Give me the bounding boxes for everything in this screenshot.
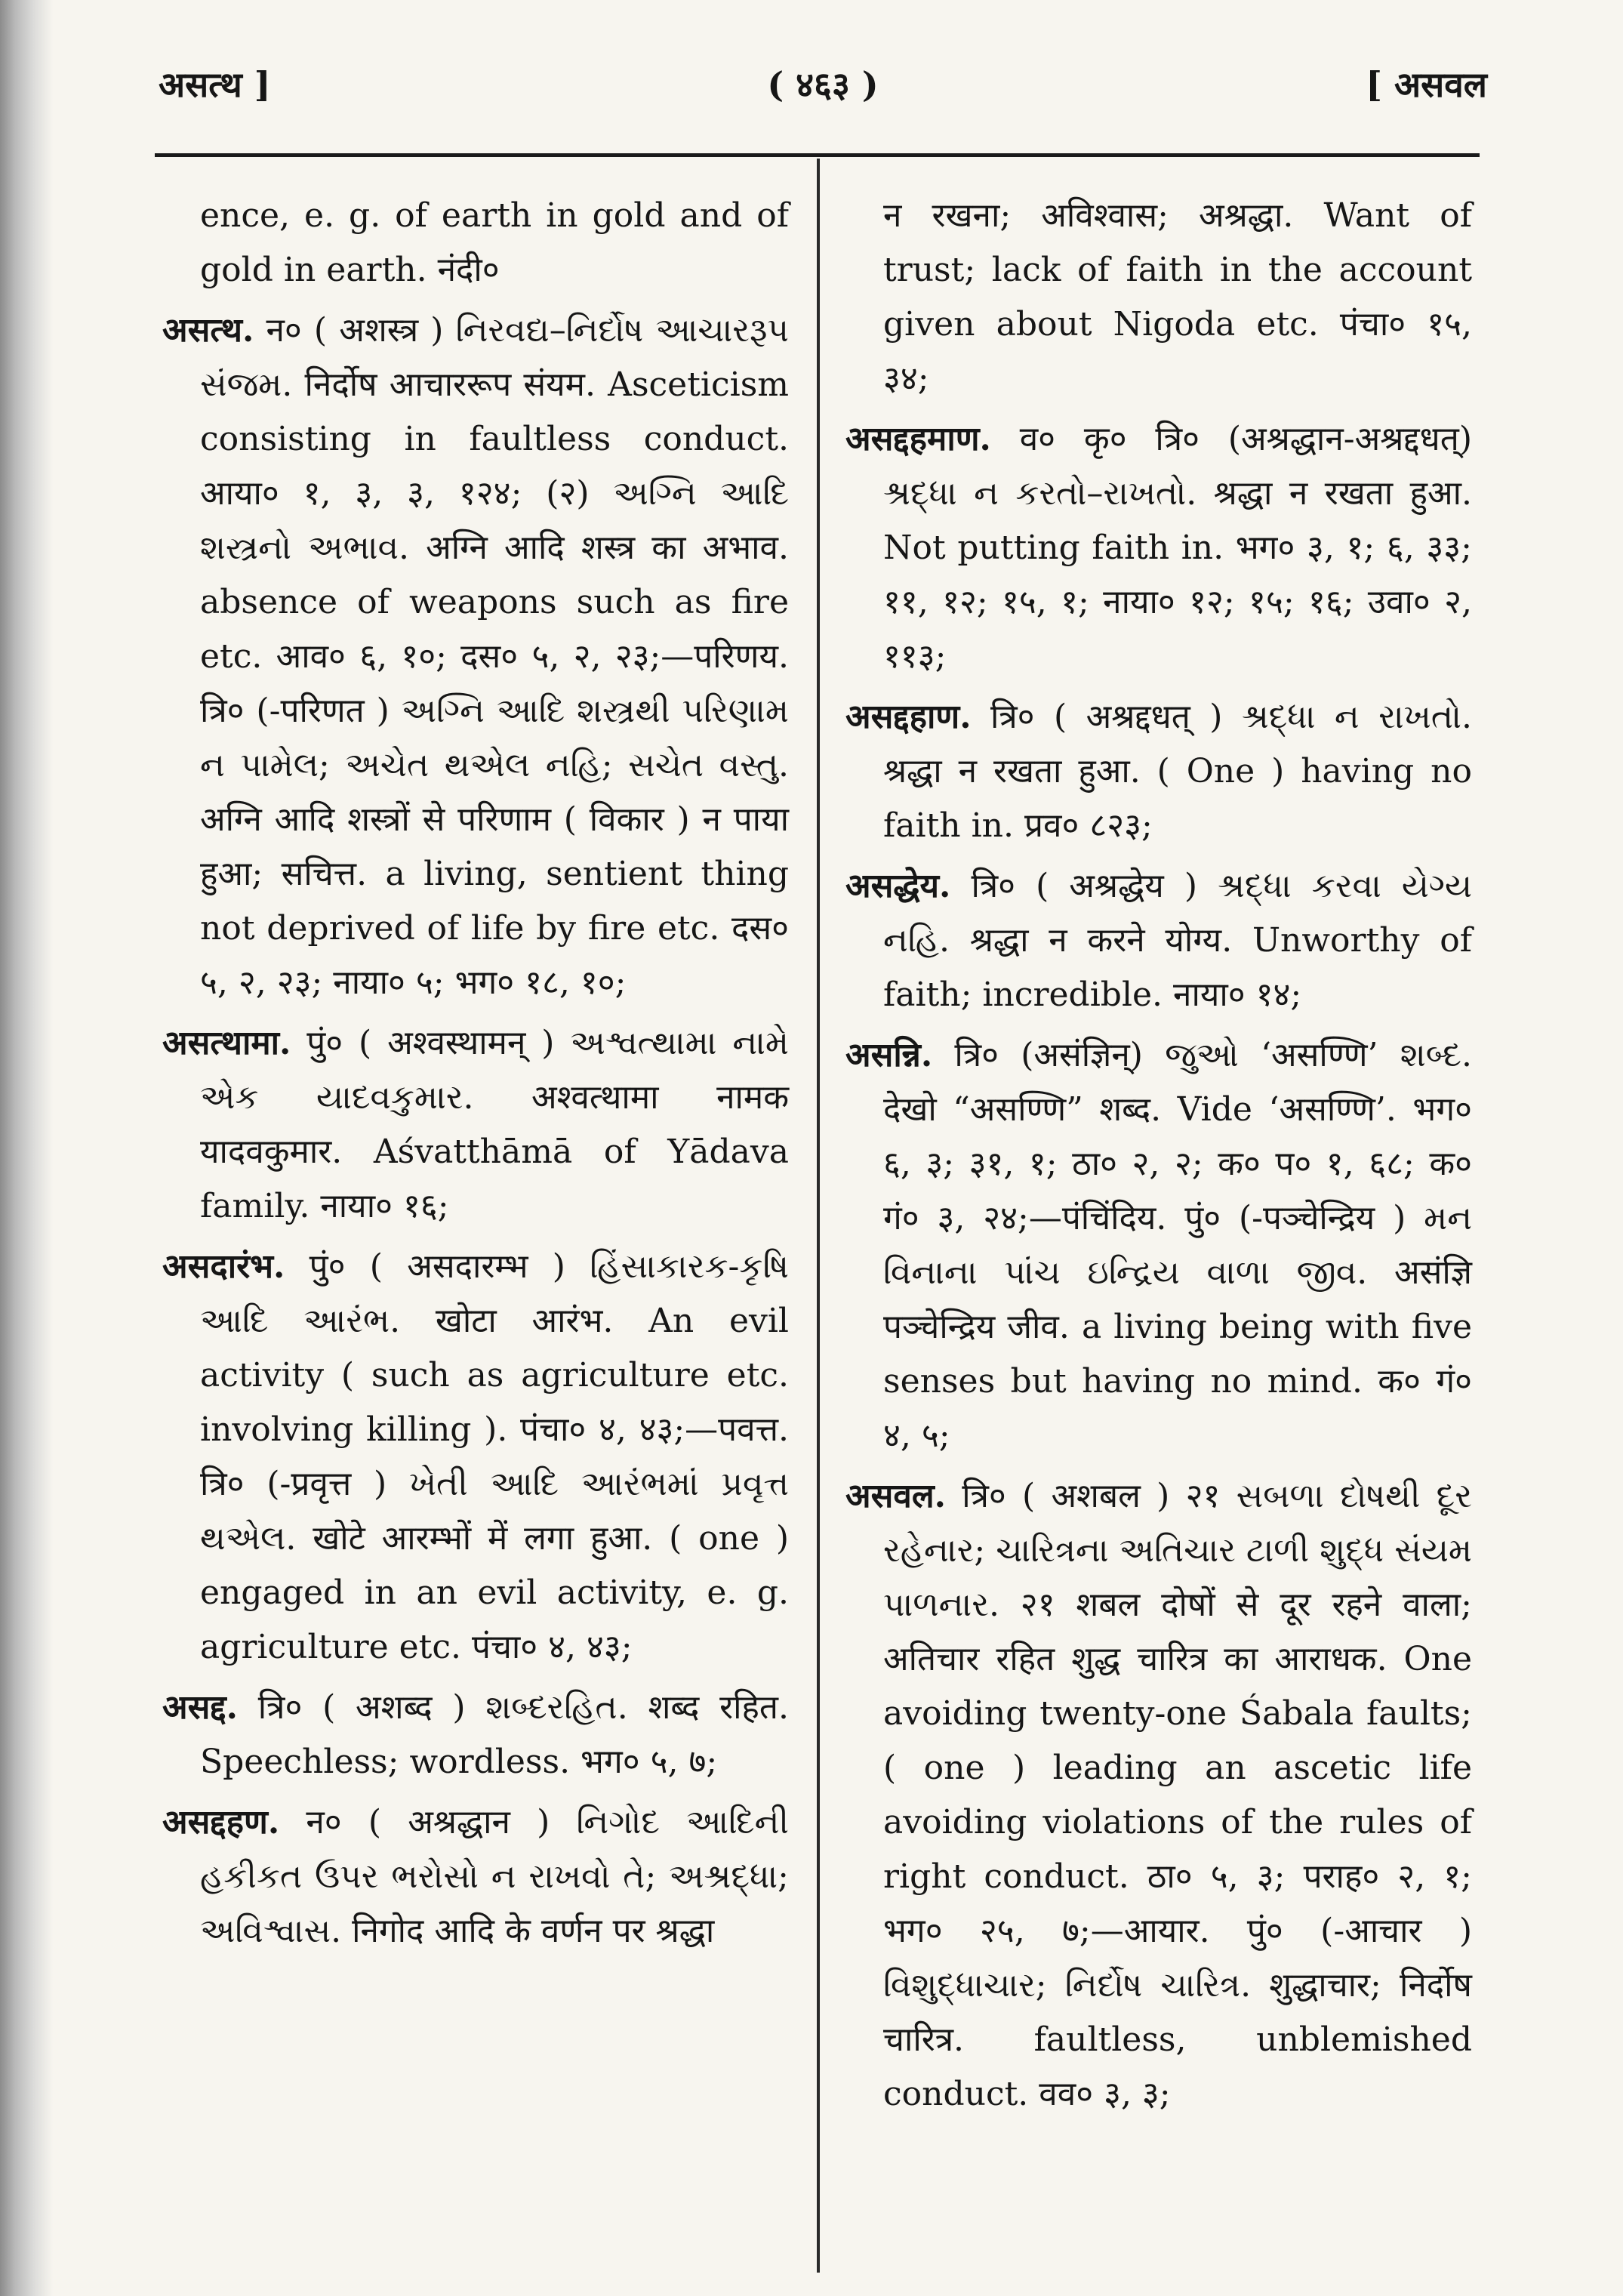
dictionary-entry (162, 1016, 789, 1234)
entry-text: त्रि० ( अशबल ) २१ સબળા દોષથી દૂર રહેનાર; ચારિત્રના અતિચાર ટાળી શુદ્ધ સંયમ પાળનાર. २१ शबल दोषों से दूर रहने वाला; अतिचार रहित शुद्ध चारित्र का आराधक. One avoiding twenty-one Śabala faults; ( one ) leading an ascetic life avoiding violations of the rules of right conduct. ठा० ५, ३; पराह० २, १; भग० २५, ७;—आयार. पुं० (-आचार ) વિશુદ્ધાચાર; નિર્દોષ ચારિત્ર. शुद्धाचार; निर्दोष चारित्र. faultless, unblemished conduct. वव० ३, ३; (883, 1477, 1472, 2113)
entry-text: व० कृ० त्रि० (अश्रद्धान-अश्रद्दधत्) શ્રદ્ધા ન કરતો–રાખતો. श्रद्धा न रखता हुआ. Not putting faith in. भग० ३, १; ६, ३३; ११, १२; १५, १; नाया० १२; १५; १६; उवा० २, ११३; (883, 420, 1472, 676)
dictionary-entry (845, 859, 1472, 1022)
entry-continuation: न रखना; अविश्वास; अश्रद्धा. Want of trust; lack of faith in the account given about Nigoda etc. पंचा० १५, ३४; (883, 196, 1472, 398)
entry-text: त्रि० ( अशब्द ) શબ્દરહિત. शब्द रहित. Speechless; wordless. भग० ५, ७; (200, 1688, 789, 1781)
dictionary-entry (162, 1240, 789, 1675)
dictionary-entry (162, 304, 789, 1010)
page-binding-edge (0, 0, 53, 2296)
headword: असद्द. (162, 1688, 238, 1727)
headword: असदारंभ. (162, 1247, 285, 1286)
headword: असद्दहाण. (845, 698, 972, 736)
dictionary-entry (162, 1795, 789, 1959)
dictionary-entry (845, 1028, 1472, 1463)
header-rule (155, 153, 1480, 157)
entry-text: न० ( अश्रद्धान ) નિગોદ આદિની હકીકત ઉપર ભરોસો ન રાખવો તે; અશ્રદ્ધા; અવિશ્વાસ. निगोद आदि के वर्णन पर श्रद्धा (200, 1803, 789, 1950)
headword: असवल. (845, 1477, 946, 1515)
entry-text: न० ( अशस्त्र ) નિરવદ્ય–નિર્દોષ આચારરૂપ સંજમ. निर्दोष आचाररूप संयम. Asceticism consisting in faultless conduct. आया० १, ३, ३, १२४; (२) અગ્નિ આદિ શસ્ત્રનો અભાવ. अग्नि आदि शस्त्र का अभाव. absence of weapons such as fire etc. आव० ६, १०; दस० ५, २, २३;—परिणय. त्रि० (-परिणत ) અગ્નિ આદિ શસ્ત્રથી પરિણામ ન પામેલ; અચેત થએલ નહિ; સચેત વસ્તુ. अग्नि आदि शस्त्रों से परिणाम ( विकार ) न पाया हुआ; सचित्त. a living, sentient thing not deprived of life by fire etc. दस० ५, २, २३; नाया० ५; भग० १८, १०; (200, 311, 789, 1002)
dictionary-entry (845, 412, 1472, 684)
dictionary-entry (162, 1681, 789, 1789)
entry-text: त्रि० ( अश्रद्धेय ) શ્રદ્ધા કરવા યેગ્ય નહિ. श्रद्धा न करने योग्य. Unworthy of faith; incredible. नाया० १४; (883, 867, 1472, 1014)
headword: असत्थ. (162, 311, 254, 350)
column-divider (817, 159, 820, 2273)
entry-text: त्रि० (असंज्ञिन्) જુઓ ‘असण्णि’ શબ્દ. देखो “असण्णि” शब्द. Vide ‘असण्णि’. भग० ६, ३; ३१, १; ठा० २, २; क० प० १, ६८; क० गं० ३, २४;—पंचिंदिय. पुं० (-पञ्चेन्द्रिय ) મન વિનાના પાંચ ઇન્દ્રિય વાળા જીવ. असंज्ञि पञ्चेन्द्रिय जीव. a living being with five senses but having no mind. क० गं० ४, ५; (883, 1036, 1472, 1455)
headword: असद्दहमाण. (845, 420, 991, 458)
left-column (162, 189, 789, 1965)
entry-text: पुं० ( असदारम्भ ) હિંસાકારક-કૃષિ આદિ આરંભ. खोटा आरंभ. An evil activity ( such as agriculture etc. involving killing ). पंचा० ४, ४३;—पवत्त. त्रि० (-प्रवृत्त ) ખેતી આદિ આરંભમાં પ્રવૃત્ત થએલ. खोटे आरम्भों में लगा हुआ. ( one ) engaged in an evil activity, e. g. agriculture etc. पंचा० ४, ४३; (200, 1247, 789, 1666)
page-number: ( ४६३ ) (767, 64, 879, 105)
dictionary-entry (845, 1469, 1472, 2122)
headword: असद्दहण. (162, 1803, 280, 1841)
headword: असन्नि. (845, 1036, 933, 1074)
right-column (845, 189, 1472, 2128)
headword: असत्थामा. (162, 1024, 291, 1062)
entry-text: पुं० ( अश्वस्थामन् ) અશ્વત્થામા નામે એક યાદવકુમાર. अश्वत्थामा नामक यादवकुमार. Aśvatthāmā of Yādava family. नाया० १६; (200, 1024, 789, 1225)
entry-text: त्रि० ( अश्रद्दधत् ) શ્રદ્ધા ન રાખતો. श्रद्धा न रखता हुआ. ( One ) having no faith in. प्रव० ८२३; (883, 698, 1472, 845)
headword: असद्धेय. (845, 867, 951, 905)
running-head-right: [ असवल (1366, 64, 1487, 105)
dictionary-entry (845, 690, 1472, 853)
entry-continuation: ence, e. g. of earth in gold and of gold in earth. नंदी० (200, 196, 789, 289)
running-head (159, 60, 1487, 128)
running-head-left: असत्थ ] (159, 64, 271, 105)
